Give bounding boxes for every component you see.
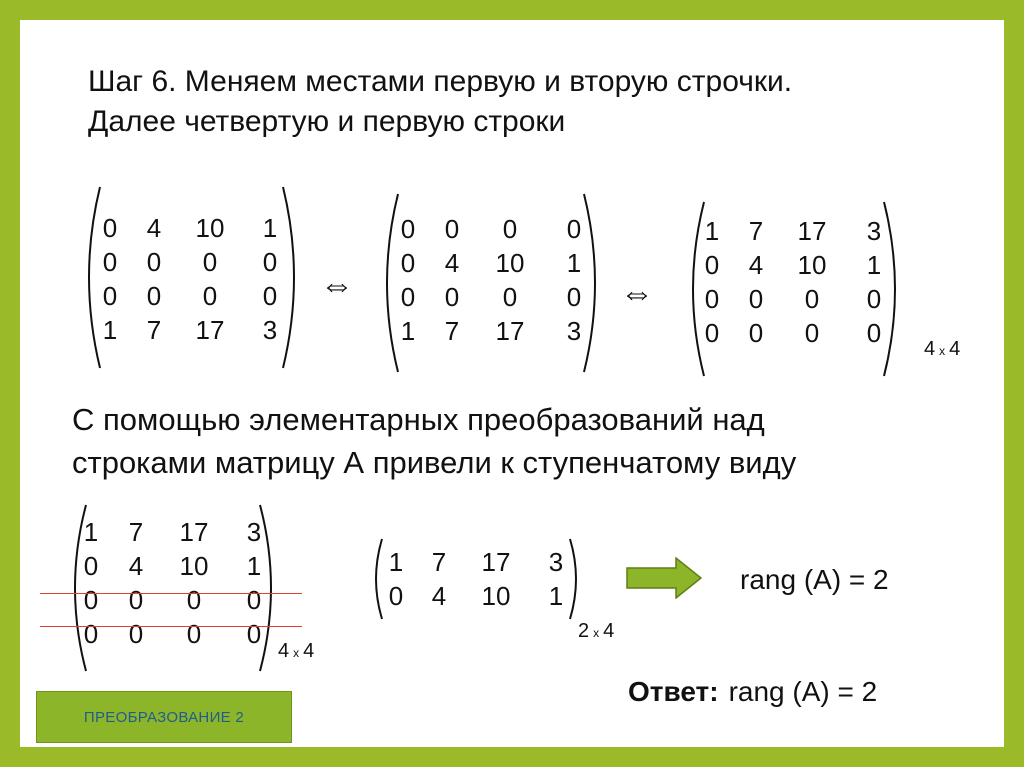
matrix-cell: 7 [748,216,764,246]
rank-result: rang (A) = 2 [740,564,889,595]
matrix-cell: 0 [83,619,99,649]
matrix-cell: 3 [262,315,278,345]
matrix-cell: 17 [195,315,225,345]
matrix-cell: 17 [179,517,209,547]
matrix-cell: 10 [481,581,511,611]
answer-value: rang (A) = 2 [728,676,878,707]
matrix-cell: 0 [202,281,218,311]
matrix-cell: 0 [444,214,460,244]
matrix-cell: 1 [566,248,582,278]
strikethrough-line [40,626,302,627]
matrix-cell: 17 [495,316,525,346]
matrix-cell: 1 [400,316,416,346]
matrix-cell: 4 [431,581,447,611]
matrix-cell: 0 [866,284,882,314]
equivalence-icon-1: ⇔ [320,266,354,304]
matrix-cell: 0 [748,318,764,348]
matrix-cell: 10 [195,213,225,243]
matrix-cell: 4 [146,213,162,243]
footer-label: ПРЕОБРАЗОВАНИЕ 2 [83,708,245,726]
matrix-cell: 0 [400,248,416,278]
matrix-cell: 3 [548,547,564,577]
matrix-cell: 0 [262,281,278,311]
matrix-cell: 0 [400,214,416,244]
matrix-cell: 17 [481,547,511,577]
matrix-cell: 1 [246,551,262,581]
matrix-cell: 0 [146,247,162,277]
matrix-cell: 0 [102,247,118,277]
matrix-cell: 0 [444,282,460,312]
matrix-cell: 0 [704,284,720,314]
matrix-cell: 0 [202,247,218,277]
matrix-cell: 3 [566,316,582,346]
matrix-cell: 0 [704,318,720,348]
matrix-cell: 4 [444,248,460,278]
matrix-cell: 0 [388,581,404,611]
statement-line-1: С помощью элементарных преобразований над [72,402,765,437]
matrix-cell: 0 [502,214,518,244]
matrix-cell: 1 [388,547,404,577]
matrix-cell: 0 [246,619,262,649]
dimension-label-bottom-left: 4 x 4 [278,640,315,662]
matrix-cell: 0 [186,585,202,615]
matrix-cell: 0 [128,585,144,615]
matrix-top-3 [678,200,910,378]
matrix-cell: 0 [566,282,582,312]
statement-line-2: строками матрицу А привели к ступенчатому виду [72,445,797,480]
right-arrow-icon [626,557,702,599]
matrix-cell: 4 [128,551,144,581]
equivalence-icon-2: ⇔ [620,274,654,312]
matrix-cell: 1 [102,315,118,345]
matrix-cell: 1 [548,581,564,611]
footer-section-label [36,691,292,743]
matrix-bottom-mid [368,537,584,621]
matrix-cell: 3 [246,517,262,547]
matrix-cell: 10 [179,551,209,581]
matrix-top-1 [74,185,309,370]
matrix-cell: 0 [102,281,118,311]
matrix-cell: 0 [186,619,202,649]
matrix-cell: 0 [83,585,99,615]
matrix-cell: 10 [495,248,525,278]
matrix-cell: 0 [566,214,582,244]
matrix-cell: 3 [866,216,882,246]
matrix-cell: 0 [748,284,764,314]
dimension-label-top: 4 x 4 [924,338,961,360]
matrix-cell: 0 [400,282,416,312]
matrix-cell: 0 [502,282,518,312]
matrix-cell: 0 [102,213,118,243]
answer-label: Ответ: [628,676,719,707]
matrix-cell: 0 [262,247,278,277]
matrix-cell: 1 [83,517,99,547]
matrix-cell: 0 [128,619,144,649]
matrix-cell: 7 [444,316,460,346]
matrix-cell: 10 [797,250,827,280]
dimension-label-bottom-mid: 2 x 4 [578,620,615,642]
matrix-cell: 0 [83,551,99,581]
matrix-cell: 0 [804,284,820,314]
matrix-cell: 17 [797,216,827,246]
matrix-cell: 4 [748,250,764,280]
matrix-bottom-left [60,503,286,673]
matrix-cell: 1 [866,250,882,280]
matrix-cell: 0 [146,281,162,311]
strikethrough-line [40,593,302,594]
title-line-1: Шаг 6. Меняем местами первую и вторую строчки. [88,65,793,98]
matrix-cell: 7 [128,517,144,547]
matrix-cell: 7 [146,315,162,345]
matrix-cell: 0 [804,318,820,348]
matrix-cell: 1 [704,216,720,246]
matrix-top-2 [372,192,610,374]
matrix-cell: 0 [866,318,882,348]
matrix-cell: 0 [704,250,720,280]
slide [20,20,1004,747]
answer [628,676,877,708]
matrix-cell: 7 [431,547,447,577]
matrix-cell: 1 [262,213,278,243]
matrix-cell: 0 [246,585,262,615]
title-line-2: Далее четвертую и первую строки [88,105,566,138]
